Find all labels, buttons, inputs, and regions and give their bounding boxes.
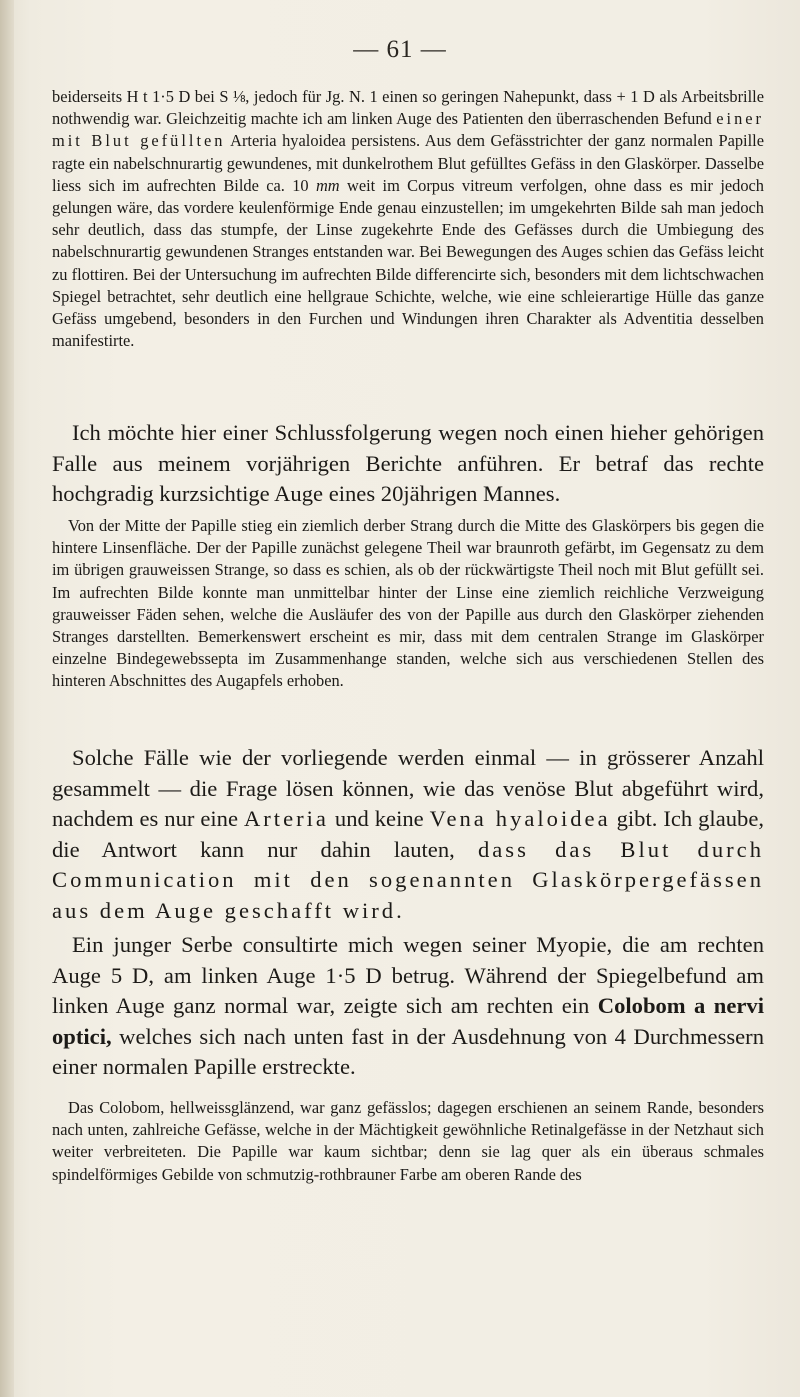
p4-arteria: Arteria (243, 806, 329, 832)
p4-vena: Vena hyaloidea (429, 806, 611, 832)
p5-text-a: Ein junger Serbe consultirte mich wegen seiner Myopie, die am rechten Auge 5 D, am linken Auge 1·5 D betrug. Während der Spiegelbefund am linken Auge ganz normal war, zeigte sich am rechten ein (52, 932, 764, 1019)
p6-text: Das Colobom, hellweissglänzend, war ganz gefässlos; dagegen erschienen an seinem Rande, besonders nach unten, zahlreiche Gefässe, welche in der Mächtigkeit gewöhnliche Retinalgefässe in der Netzhaut sich weiter verbreiteten. Die Papille war kaum sichtbar; denn sie lag quer als ein überaus schmales spindelförmiges Gebilde von schmutzig-rothbrauner Farbe am oberen Rande des (52, 1098, 764, 1184)
p4-text-e: gibt. Ich glaube, die Antwort kann nur dahin lauten, (52, 806, 765, 862)
paragraph-6 (52, 1097, 764, 1186)
p1-text-e: weit im Corpus vitreum verfolgen, ohne dass es mir jedoch gelungen wäre, das vordere keulenförmige Ende genau einzustellen; im umgekehrten Bilde sah man jedoch sehr deutlich, dass das stumpfe, der Linse zugekehrte Ende des Gefässes durch die Umbiegung des nabelschnurartig gewundenen Stranges entstanden war. Bei Bewegungen des Auges schien das Gefäss leicht zu flottiren. Bei der Untersuchung im aufrechten Bilde differencirte sich, besonders mit dem lichtschwachen Spiegel betrachtet, sehr deutlich eine hellgraue Schichte, welche, wie eine schleierartige Hülle das ganze Gefäss umgebend, besonders in den Furchen und Windungen ihren Charakter als Adventitia desselben manifestirte. (52, 175, 765, 351)
p1-text-c: Arteria hyaloidea persistens. Aus dem Gefässtrichter der ganz normalen Papille ragte ein nabelschnurartig gewundenes, mit dunkelrothem Blut gefülltes Gefäss in den Glaskörper. Dasselbe liess sich im aufrechten Bilde ca. 10 (52, 131, 764, 195)
p5-coloboma: Colobom a nervi optici, (52, 993, 764, 1049)
p1-text-a: beiderseits H t 1·5 D bei S ⅛, jedoch für Jg. N. 1 einen so geringen Nahepunkt, dass + 1 D als Arbeitsbrille nothwendig war. Gleichzeitig machte ich am linken Auge des Patienten den überraschenden Befund (52, 87, 764, 129)
p1-emphasis: einer mit Blut gefüllten (52, 109, 764, 151)
paragraph-2 (52, 418, 764, 510)
paragraph-4 (52, 743, 764, 927)
p2-text: Ich möchte hier einer Schlussfolgerung wegen noch einen hieher gehörigen Falle aus meinem vorjährigen Berichte anführen. Er betraf das rechte hochgradig kurzsichtige Auge eines 20jährigen Mannes. (52, 420, 764, 507)
p4-text-c: und keine (328, 806, 430, 832)
paragraph-3 (52, 515, 764, 693)
p4-text-a: Solche Fälle wie der vorliegende werden einmal — in grösserer Anzahl gesammelt — die Frage lösen können, wie das venöse Blut abgeführt wird, nachdem es nur eine (52, 745, 764, 832)
p4-conclusion: dass das Blut durch Communication mit den sogenannten Glaskörpergefässen aus dem Auge geschafft wird. (52, 836, 764, 923)
p1-unit: mm (315, 175, 340, 195)
binding-edge (0, 0, 14, 1397)
page-number: — 61 — (353, 36, 447, 63)
p5-text-c: welches sich nach unten fast in der Ausdehnung von 4 Durchmessern einer normalen Papille erstreckte. (52, 1023, 764, 1080)
p3-text: Von der Mitte der Papille stieg ein ziemlich derber Strang durch die Mitte des Glaskörpers bis gegen die hintere Linsenfläche. Der der Papille zunächst gelegene Theil war braunroth gefärbt, im Gegensatz zu dem im übrigen grauweissen Strange, so dass es schien, als ob der rückwärtigste Theil noch mit Blut gefüllt sei. Im aufrechten Bilde konnte man unmittelbar hinter der Linse eine ziemlich reichliche Verzweigung grauweisser Fäden sehen, welche die Ausläufer des von der Papille aus durch den Glaskörper ziehenden Stranges darstellten. Bemerkenswert erscheint es mir, dass mit dem centralen Strange im Glaskörper einzelne Bindegewebssepta im Zusammenhange standen, welche sich aus verschiedenen Stellen des hinteren Abschnittes des Augapfels erhoben. (52, 516, 764, 691)
paragraph-5 (52, 930, 764, 1083)
paragraph-1 (52, 86, 764, 352)
